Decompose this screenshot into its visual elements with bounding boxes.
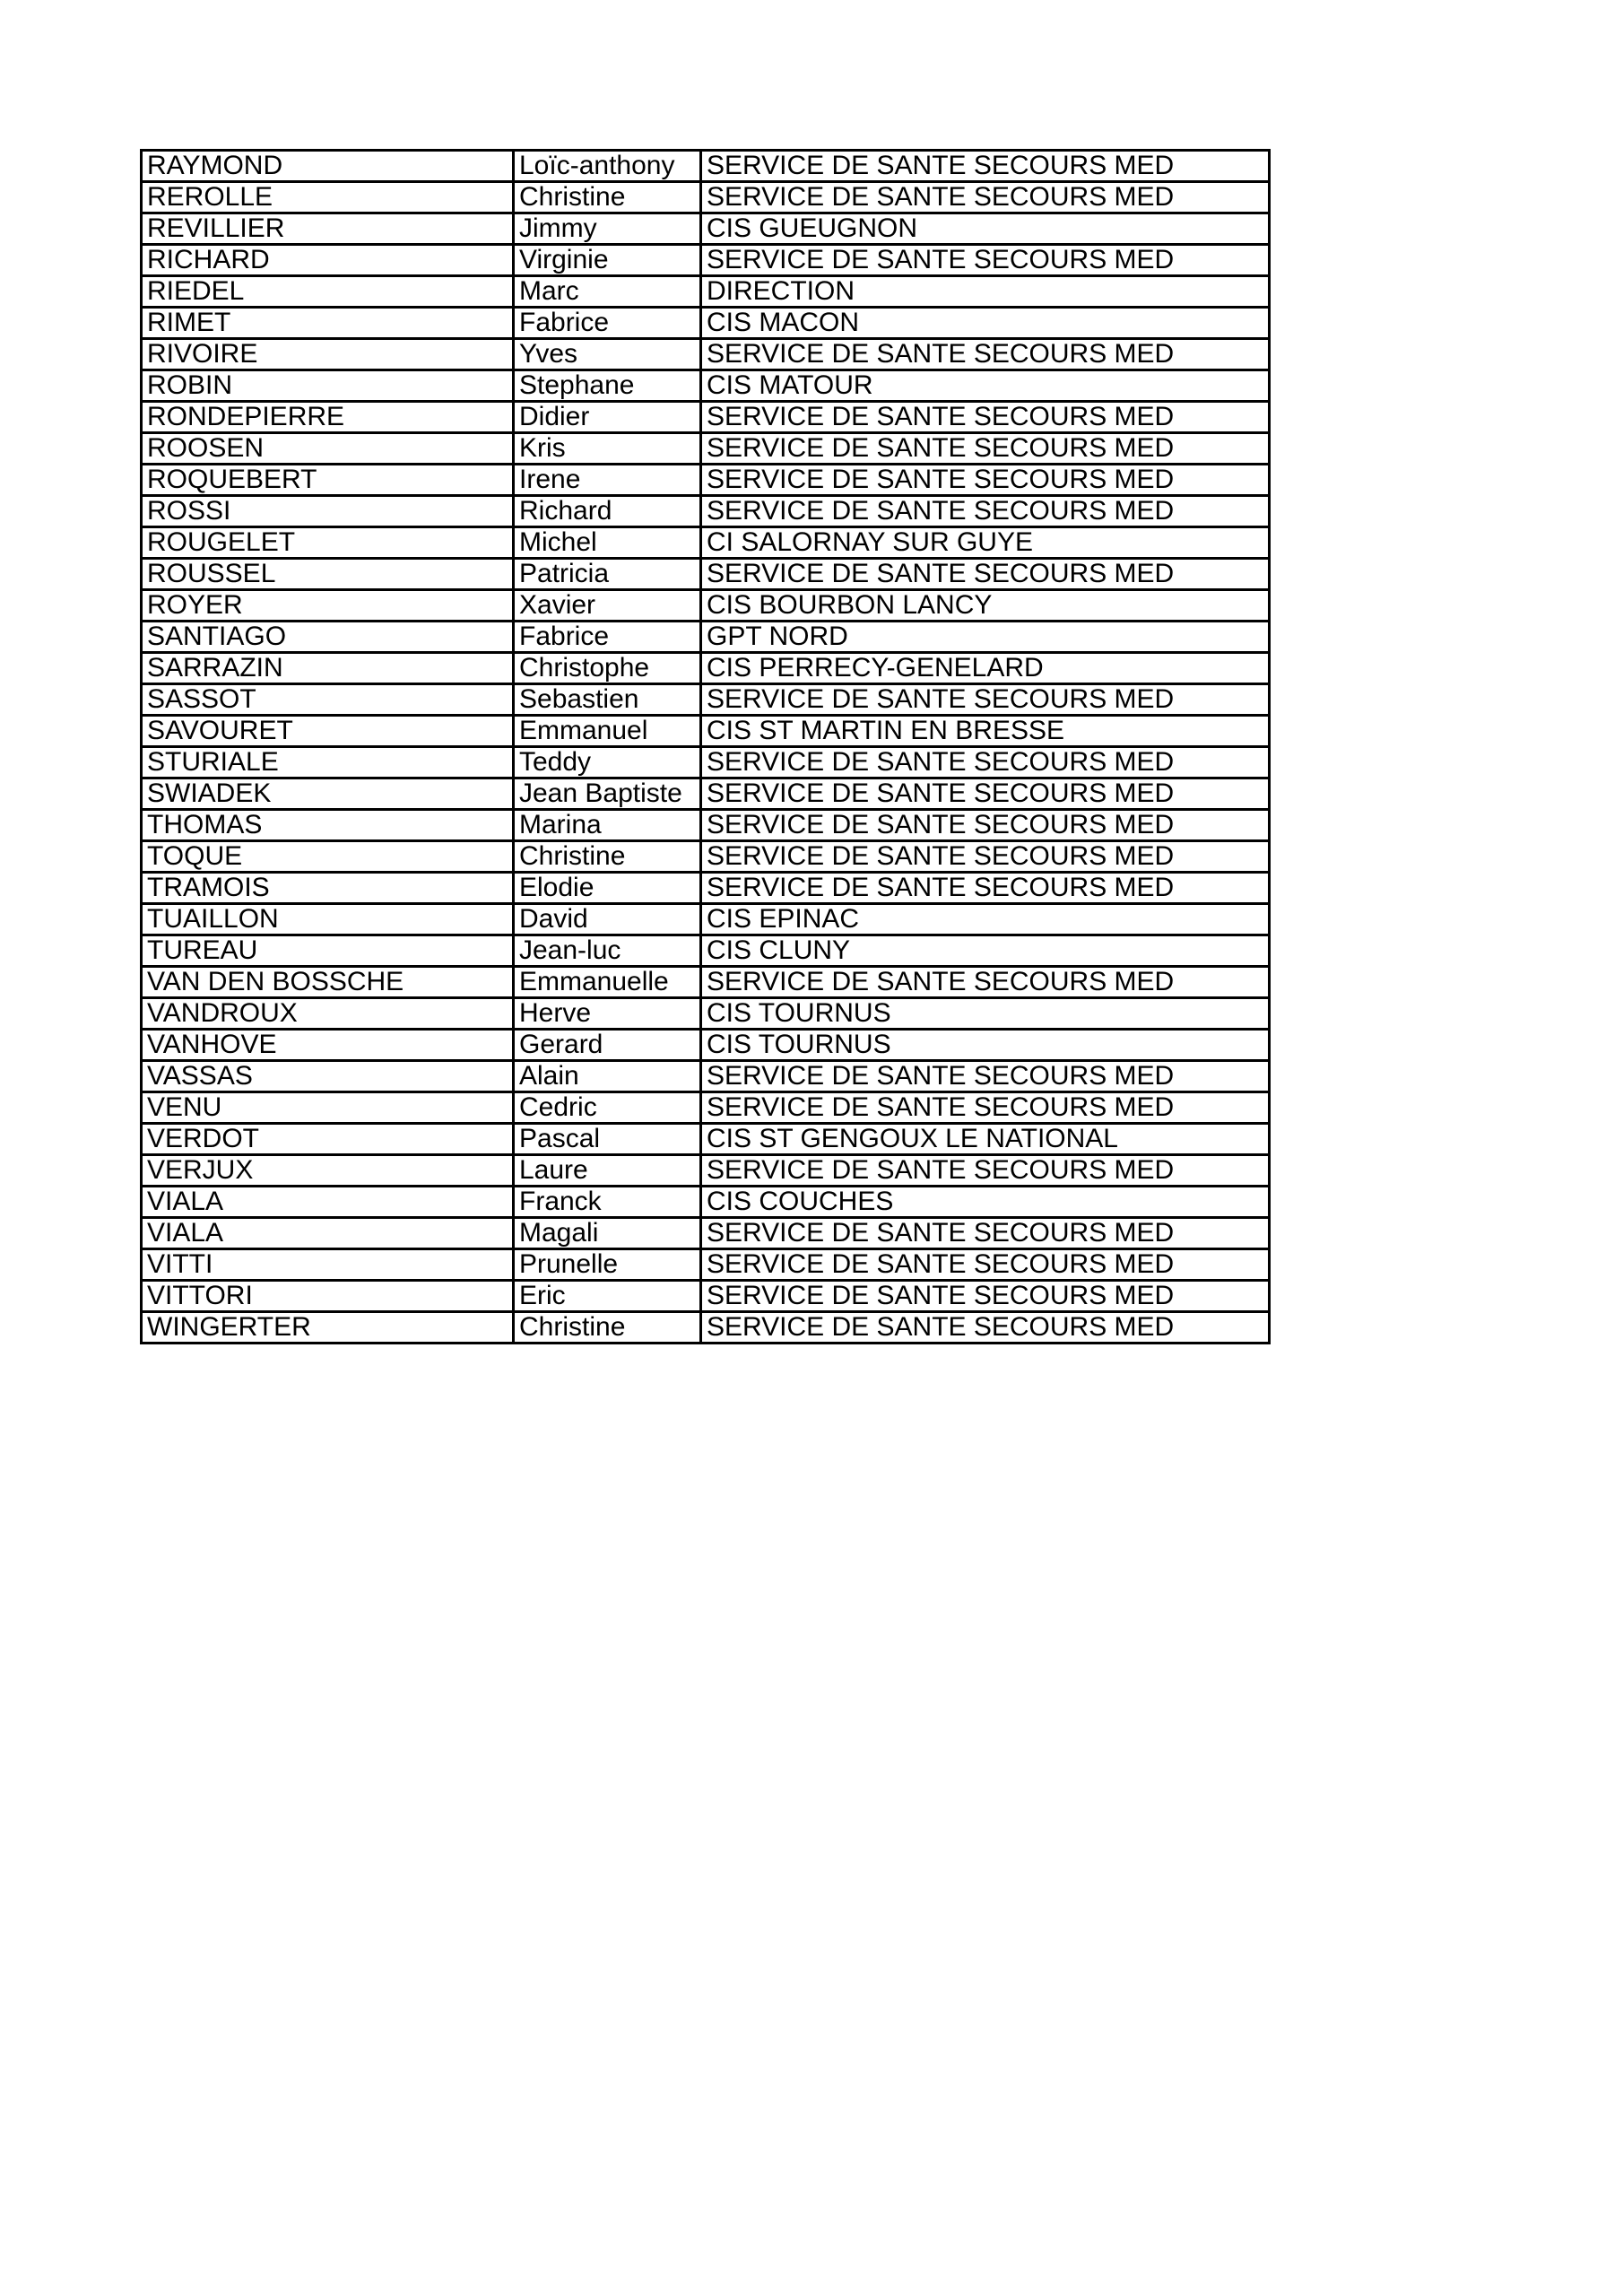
table-row [142,402,1270,433]
table-row [142,1061,1270,1092]
unit-cell: CIS TOURNUS [701,998,1270,1030]
unit-cell: CIS PERRECY-GENELARD [701,653,1270,684]
unit-cell: CIS ST MARTIN EN BRESSE [701,716,1270,747]
last-name-cell: TUREAU [142,935,514,967]
last-name-cell: RIEDEL [142,276,514,308]
table-row [142,841,1270,873]
last-name-cell: RIVOIRE [142,339,514,370]
table-row [142,433,1270,465]
first-name-cell: Prunelle [514,1249,701,1281]
table-row [142,622,1270,653]
last-name-cell: ROYER [142,590,514,622]
first-name-cell: Elodie [514,873,701,904]
unit-cell: SERVICE DE SANTE SECOURS MED [701,841,1270,873]
table-row [142,653,1270,684]
first-name-cell: Virginie [514,245,701,276]
table-row [142,1030,1270,1061]
table-row [142,1124,1270,1155]
last-name-cell: VANDROUX [142,998,514,1030]
first-name-cell: Cedric [514,1092,701,1124]
table-row [142,684,1270,716]
unit-cell: SERVICE DE SANTE SECOURS MED [701,1249,1270,1281]
first-name-cell: Pascal [514,1124,701,1155]
last-name-cell: SARRAZIN [142,653,514,684]
last-name-cell: VERJUX [142,1155,514,1187]
table-row [142,590,1270,622]
unit-cell: CIS ST GENGOUX LE NATIONAL [701,1124,1270,1155]
table-row [142,465,1270,496]
unit-cell: SERVICE DE SANTE SECOURS MED [701,1312,1270,1344]
first-name-cell: Emmanuel [514,716,701,747]
last-name-cell: REVILLIER [142,213,514,245]
table-row [142,370,1270,402]
unit-cell: CIS BOURBON LANCY [701,590,1270,622]
last-name-cell: ROQUEBERT [142,465,514,496]
table-row [142,904,1270,935]
first-name-cell: Teddy [514,747,701,778]
table-row [142,559,1270,590]
first-name-cell: Irene [514,465,701,496]
first-name-cell: Michel [514,527,701,559]
table-row [142,716,1270,747]
last-name-cell: VITTI [142,1249,514,1281]
unit-cell: CIS EPINAC [701,904,1270,935]
last-name-cell: ROSSI [142,496,514,527]
last-name-cell: VIALA [142,1218,514,1249]
first-name-cell: Fabrice [514,622,701,653]
last-name-cell: ROBIN [142,370,514,402]
unit-cell: SERVICE DE SANTE SECOURS MED [701,402,1270,433]
table-row [142,1155,1270,1187]
table-row [142,967,1270,998]
unit-cell: SERVICE DE SANTE SECOURS MED [701,1155,1270,1187]
unit-cell: DIRECTION [701,276,1270,308]
unit-cell: SERVICE DE SANTE SECOURS MED [701,810,1270,841]
unit-cell: SERVICE DE SANTE SECOURS MED [701,873,1270,904]
last-name-cell: RIMET [142,308,514,339]
last-name-cell: TOQUE [142,841,514,873]
first-name-cell: Gerard [514,1030,701,1061]
table-row [142,1218,1270,1249]
last-name-cell: ROOSEN [142,433,514,465]
table-row [142,1312,1270,1344]
first-name-cell: Herve [514,998,701,1030]
first-name-cell: Franck [514,1187,701,1218]
first-name-cell: David [514,904,701,935]
first-name-cell: Didier [514,402,701,433]
unit-cell: SERVICE DE SANTE SECOURS MED [701,747,1270,778]
first-name-cell: Stephane [514,370,701,402]
table-row [142,276,1270,308]
unit-cell: SERVICE DE SANTE SECOURS MED [701,778,1270,810]
first-name-cell: Fabrice [514,308,701,339]
first-name-cell: Magali [514,1218,701,1249]
first-name-cell: Jimmy [514,213,701,245]
first-name-cell: Loïc-anthony [514,151,701,182]
last-name-cell: VAN DEN BOSSCHE [142,967,514,998]
unit-cell: SERVICE DE SANTE SECOURS MED [701,245,1270,276]
last-name-cell: VANHOVE [142,1030,514,1061]
last-name-cell: VERDOT [142,1124,514,1155]
table-row [142,1187,1270,1218]
table-row [142,245,1270,276]
table-row [142,1249,1270,1281]
first-name-cell: Xavier [514,590,701,622]
last-name-cell: SAVOURET [142,716,514,747]
first-name-cell: Marc [514,276,701,308]
table-row [142,1092,1270,1124]
unit-cell: CI SALORNAY SUR GUYE [701,527,1270,559]
table-row [142,998,1270,1030]
last-name-cell: REROLLE [142,182,514,213]
unit-cell: SERVICE DE SANTE SECOURS MED [701,967,1270,998]
unit-cell: SERVICE DE SANTE SECOURS MED [701,1092,1270,1124]
first-name-cell: Jean Baptiste [514,778,701,810]
first-name-cell: Christine [514,1312,701,1344]
unit-cell: CIS CLUNY [701,935,1270,967]
last-name-cell: VIALA [142,1187,514,1218]
table-row [142,810,1270,841]
first-name-cell: Christophe [514,653,701,684]
first-name-cell: Emmanuelle [514,967,701,998]
first-name-cell: Eric [514,1281,701,1312]
last-name-cell: VITTORI [142,1281,514,1312]
last-name-cell: THOMAS [142,810,514,841]
last-name-cell: SWIADEK [142,778,514,810]
unit-cell: SERVICE DE SANTE SECOURS MED [701,433,1270,465]
first-name-cell: Patricia [514,559,701,590]
unit-cell: SERVICE DE SANTE SECOURS MED [701,1281,1270,1312]
first-name-cell: Richard [514,496,701,527]
last-name-cell: RONDEPIERRE [142,402,514,433]
last-name-cell: WINGERTER [142,1312,514,1344]
table-row [142,182,1270,213]
first-name-cell: Kris [514,433,701,465]
last-name-cell: RICHARD [142,245,514,276]
unit-cell: SERVICE DE SANTE SECOURS MED [701,339,1270,370]
unit-cell: CIS MATOUR [701,370,1270,402]
last-name-cell: VASSAS [142,1061,514,1092]
roster-table [140,149,1271,1344]
last-name-cell: TRAMOIS [142,873,514,904]
table-row [142,496,1270,527]
unit-cell: CIS TOURNUS [701,1030,1270,1061]
unit-cell: SERVICE DE SANTE SECOURS MED [701,559,1270,590]
first-name-cell: Christine [514,182,701,213]
roster-table-body [142,151,1270,1344]
table-row [142,747,1270,778]
unit-cell: SERVICE DE SANTE SECOURS MED [701,465,1270,496]
table-row [142,308,1270,339]
first-name-cell: Alain [514,1061,701,1092]
table-row [142,1281,1270,1312]
unit-cell: SERVICE DE SANTE SECOURS MED [701,1218,1270,1249]
unit-cell: CIS MACON [701,308,1270,339]
last-name-cell: ROUGELET [142,527,514,559]
table-row [142,339,1270,370]
last-name-cell: TUAILLON [142,904,514,935]
unit-cell: SERVICE DE SANTE SECOURS MED [701,496,1270,527]
first-name-cell: Jean-luc [514,935,701,967]
unit-cell: CIS COUCHES [701,1187,1270,1218]
first-name-cell: Sebastien [514,684,701,716]
last-name-cell: ROUSSEL [142,559,514,590]
first-name-cell: Yves [514,339,701,370]
table-row [142,873,1270,904]
table-row [142,527,1270,559]
last-name-cell: STURIALE [142,747,514,778]
last-name-cell: RAYMOND [142,151,514,182]
unit-cell: SERVICE DE SANTE SECOURS MED [701,1061,1270,1092]
last-name-cell: SANTIAGO [142,622,514,653]
unit-cell: CIS GUEUGNON [701,213,1270,245]
table-row [142,778,1270,810]
unit-cell: SERVICE DE SANTE SECOURS MED [701,151,1270,182]
table-row [142,213,1270,245]
table-row [142,935,1270,967]
table-row [142,151,1270,182]
first-name-cell: Marina [514,810,701,841]
first-name-cell: Christine [514,841,701,873]
last-name-cell: SASSOT [142,684,514,716]
unit-cell: GPT NORD [701,622,1270,653]
unit-cell: SERVICE DE SANTE SECOURS MED [701,684,1270,716]
first-name-cell: Laure [514,1155,701,1187]
unit-cell: SERVICE DE SANTE SECOURS MED [701,182,1270,213]
last-name-cell: VENU [142,1092,514,1124]
